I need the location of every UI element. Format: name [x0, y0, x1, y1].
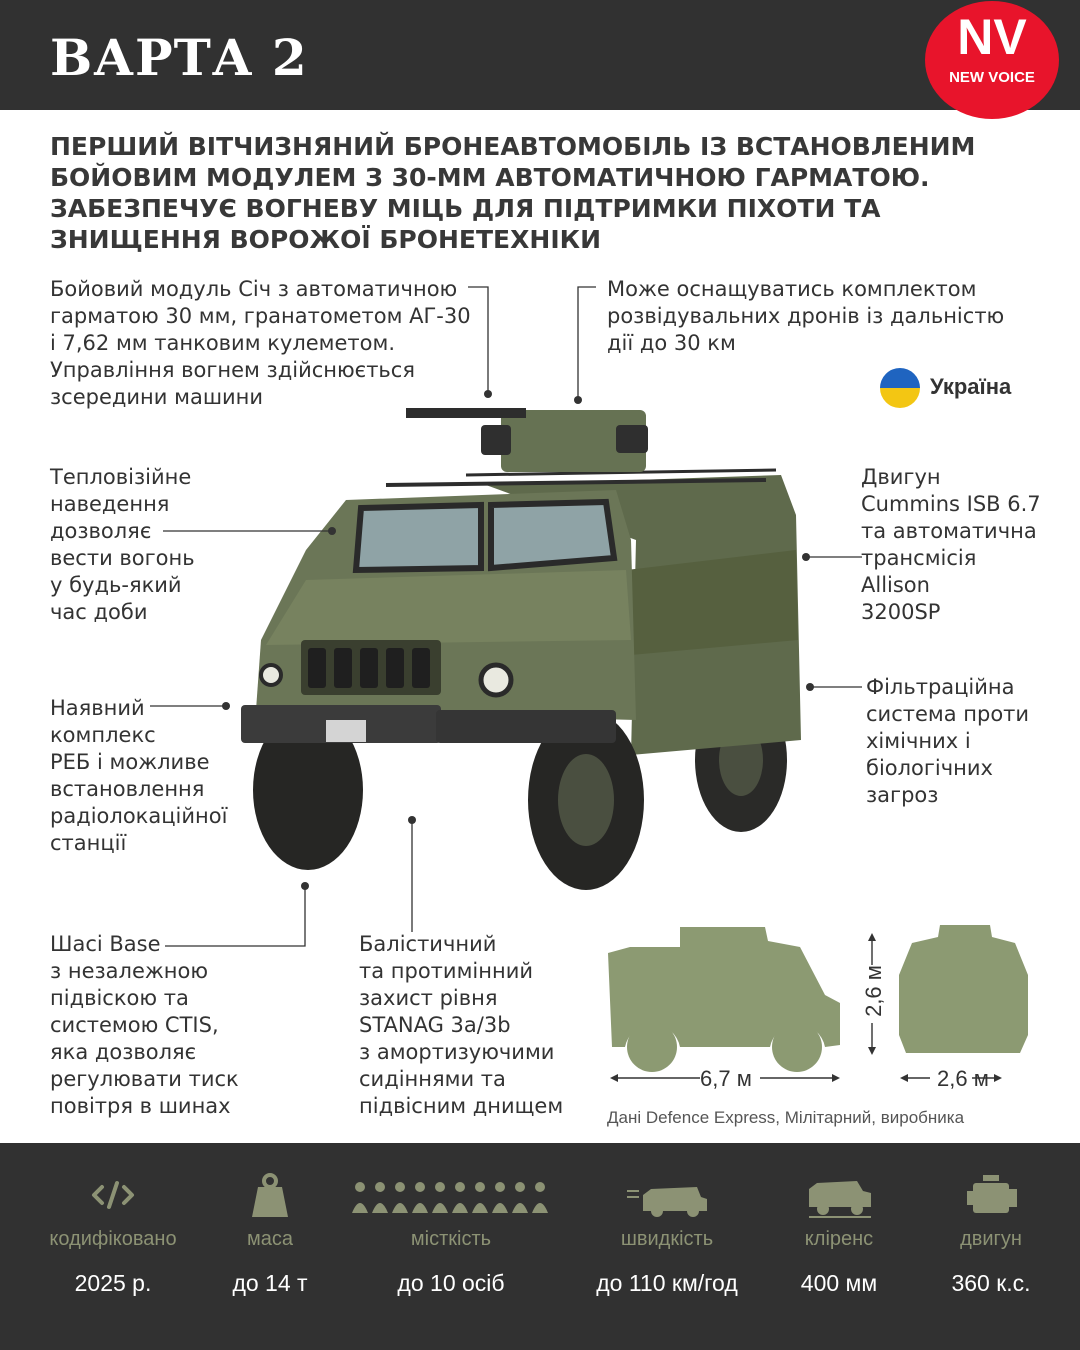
- people-icon: [351, 1173, 551, 1218]
- stat-capacity: [351, 1143, 551, 1350]
- stat-value: до 14 т: [232, 1270, 308, 1296]
- annotation-combat-module: Бойовий модуль Січ з автоматичною гарматою 30 мм, гранатометом АГ-30 і 7,62 мм танковим кулеметом. Управління вогнем здійснюється зсередини машини: [50, 277, 471, 409]
- ukraine-flag-icon: [880, 368, 920, 408]
- engine-icon: [891, 1173, 1080, 1218]
- stat-label: двигун: [960, 1228, 1022, 1250]
- speed-icon: [567, 1173, 767, 1218]
- width-dimension: 2,6 м: [937, 1066, 989, 1091]
- annotation-drones: Може оснащуватись комплектом розвідувальних дронів із дальністю дії до 30 км: [607, 277, 1005, 355]
- logo-main-text: NV: [957, 9, 1027, 65]
- stat-value: 2025 р.: [74, 1270, 152, 1296]
- header-bar: [0, 0, 1080, 110]
- length-dimension: 6,7 м: [700, 1066, 752, 1091]
- annotation-chassis: Шасі Base з незалежною підвіскою та системою CTIS, яка дозволяє регулювати тиск повітря в шинах: [50, 932, 239, 1118]
- stat-label: кодифіковано: [49, 1228, 177, 1250]
- headline: ПЕРШИЙ ВІТЧИЗНЯНИЙ БРОНЕАВТОМОБІЛЬ ІЗ ВСТАНОВЛЕНИМ БОЙОВИМ МОДУЛЕМ З 30-ММ АВТОМАТИЧНОЮ ГАРМАТОЮ. ЗАБЕЗПЕЧУЄ ВОГНЕВУ МІЦЬ ДЛЯ ПІДТРИМКИ ПІХОТИ ТА ЗНИЩЕННЯ ВОРОЖОЇ БРОНЕТЕХНІКИ: [50, 132, 976, 254]
- page-title: ВАРТА 2: [50, 28, 308, 87]
- annotation-protection: Балістичний та протимінний захист рівня STANAG 3a/3b з амортизуючими сидіннями та підвісним днищем: [359, 932, 564, 1118]
- annotation-thermal: Тепловізійне наведення дозволяє вести вогонь у будь-який час доби: [50, 465, 195, 624]
- armored-vehicle-image: [236, 390, 806, 890]
- stat-mass: [170, 1143, 370, 1350]
- stat-label: швидкість: [620, 1228, 714, 1250]
- stats-footer: [0, 1143, 1080, 1350]
- height-dimension: 2,6 м: [860, 965, 886, 1017]
- nv-logo[interactable]: [925, 1, 1059, 119]
- weight-icon: [170, 1173, 370, 1218]
- stat-value: до 10 осіб: [397, 1270, 505, 1296]
- logo-sub-text: NEW VOICE: [949, 69, 1035, 86]
- stat-value: 360 к.с.: [951, 1270, 1031, 1296]
- stat-label: місткість: [410, 1228, 492, 1250]
- annotation-ew: Наявний комплекс РЕБ і можливе встановлення радіолокаційної станції: [50, 696, 228, 855]
- stat-label: маса: [247, 1228, 293, 1250]
- stat-speed: [567, 1143, 767, 1350]
- data-source: Дані Defence Express, Мілітарний, виробника: [607, 1108, 965, 1127]
- stat-value: 400 мм: [800, 1270, 878, 1296]
- country-label: Україна: [930, 374, 1012, 399]
- front-view-silhouette: [899, 925, 1028, 1053]
- stat-engine: [891, 1143, 1080, 1350]
- annotation-engine: Двигун Cummins ISB 6.7 та автоматична трансмісія Allison 3200SP: [861, 465, 1041, 624]
- stat-label: кліренс: [804, 1228, 874, 1250]
- stat-value: до 110 км/год: [596, 1270, 738, 1296]
- annotation-filtration: Фільтраційна система проти хімічних і біологічних загроз: [866, 675, 1030, 807]
